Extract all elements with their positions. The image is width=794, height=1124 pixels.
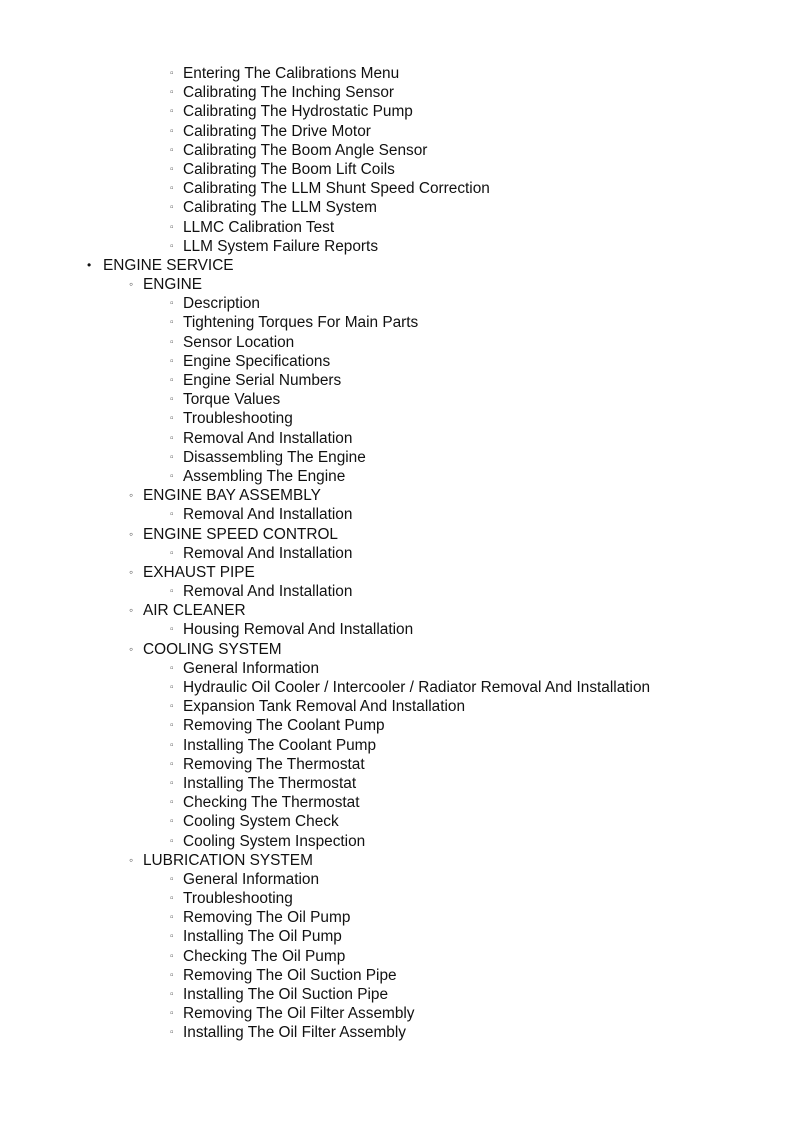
toc-entry	[0, 179, 794, 198]
toc-entry-label: Disassembling The Engine	[183, 448, 366, 466]
bullet-icon: ▫	[170, 873, 174, 885]
bullet-icon: ▫	[170, 758, 174, 770]
bullet-icon: ▫	[170, 912, 174, 924]
bullet-icon: ▫	[170, 336, 174, 348]
bullet-icon: ▫	[170, 950, 174, 962]
bullet-icon: ◦	[129, 603, 134, 618]
bullet-icon: ▫	[170, 375, 174, 386]
bullet-icon: ▫	[170, 298, 174, 310]
toc-entry	[0, 429, 794, 448]
toc-entry	[0, 678, 794, 697]
toc-entry	[0, 889, 794, 908]
toc-entry	[0, 467, 794, 486]
toc-entry-label: LLM System Failure Reports	[183, 237, 379, 255]
toc-entry	[0, 1004, 794, 1023]
toc-entry-label: Calibrating The Inching Sensor	[183, 84, 395, 102]
toc-subsection	[0, 640, 794, 659]
toc-entry	[0, 448, 794, 467]
toc-entry	[0, 198, 794, 217]
bullet-icon: ▫	[170, 969, 174, 981]
toc-entry-label: Installing The Oil Pump	[183, 928, 342, 946]
bullet-icon: ▫	[170, 816, 174, 828]
toc-entry	[0, 927, 794, 946]
toc-entry	[0, 409, 794, 428]
toc-entry-label: Description	[183, 295, 260, 313]
bullet-icon: ▫	[170, 470, 174, 482]
toc-entry-label: Entering The Calibrations Menu	[183, 65, 400, 82]
toc-entry	[0, 294, 794, 313]
table-of-contents	[0, 64, 794, 1043]
toc-entry-label: Troubleshooting	[183, 410, 293, 428]
toc-entry	[0, 582, 794, 601]
toc-entry	[0, 985, 794, 1004]
toc-entry	[0, 832, 794, 851]
bullet-icon: ▫	[170, 509, 174, 521]
toc-subsection	[0, 563, 794, 582]
bullet-icon: ▫	[170, 144, 174, 156]
toc-entry-label: Removing The Oil Filter Assembly	[183, 1005, 415, 1023]
bullet-icon: ▫	[170, 432, 174, 444]
bullet-icon: ▫	[170, 739, 174, 751]
toc-entry	[0, 697, 794, 716]
bullet-icon: ◦	[129, 852, 134, 867]
toc-entry-label: Tightening Torques For Main Parts	[183, 314, 419, 332]
toc-entry	[0, 237, 794, 256]
bullet-icon: ▫	[170, 682, 174, 693]
toc-entry-label: General Information	[183, 659, 320, 677]
toc-entry-label: Sensor Location	[183, 333, 295, 351]
toc-entry-label: Installing The Oil Suction Pipe	[183, 986, 389, 1003]
bullet-icon: ▫	[170, 68, 174, 79]
toc-entry-label: Calibrating The Hydrostatic Pump	[183, 103, 413, 121]
toc-entry	[0, 870, 794, 889]
toc-entry-label: Removing The Thermostat	[183, 755, 365, 773]
bullet-icon: ▫	[170, 163, 174, 175]
toc-subsection	[0, 601, 794, 620]
toc-entry-label: Expansion Tank Removal And Installation	[183, 698, 466, 716]
bullet-icon: ▫	[170, 547, 174, 559]
toc-entry	[0, 812, 794, 831]
toc-entry	[0, 64, 794, 83]
toc-entry	[0, 966, 794, 985]
toc-entry	[0, 659, 794, 678]
toc-entry-label: Calibrating The LLM Shunt Speed Correction	[183, 180, 490, 198]
bullet-icon: ▫	[170, 893, 174, 905]
toc-entry-label: ENGINE	[143, 276, 203, 294]
toc-subsection	[0, 525, 794, 544]
bullet-icon: ▫	[170, 662, 174, 674]
toc-entry-label: General Information	[183, 870, 320, 888]
bullet-icon: ▫	[170, 221, 174, 233]
bullet-icon: ▫	[170, 720, 174, 732]
toc-entry	[0, 544, 794, 563]
toc-subsection	[0, 275, 794, 294]
bullet-icon: ◦	[129, 564, 134, 579]
bullet-icon: ▫	[170, 835, 174, 847]
toc-entry-label: ENGINE BAY ASSEMBLY	[143, 487, 321, 505]
bullet-icon: ▫	[170, 355, 174, 367]
toc-entry	[0, 755, 794, 774]
toc-entry-label: Checking The Thermostat	[183, 794, 360, 812]
bullet-icon: ▫	[170, 1027, 174, 1039]
bullet-icon: ▫	[170, 413, 174, 425]
toc-entry-label: Calibrating The Boom Angle Sensor	[183, 141, 428, 159]
toc-entry	[0, 218, 794, 237]
toc-subsection	[0, 851, 794, 870]
toc-entry	[0, 371, 794, 390]
bullet-icon: ◦	[129, 526, 134, 541]
toc-entry-label: Removing The Coolant Pump	[183, 717, 385, 735]
toc-entry-label: Torque Values	[183, 391, 281, 409]
toc-entry-label: Engine Serial Numbers	[183, 372, 342, 389]
toc-entry	[0, 716, 794, 735]
bullet-icon: •	[87, 257, 92, 272]
toc-entry	[0, 736, 794, 755]
bullet-icon: ▫	[170, 125, 174, 137]
toc-entry-label: Calibrating The LLM System	[183, 199, 377, 217]
bullet-icon: ▫	[170, 777, 174, 789]
toc-entry	[0, 122, 794, 141]
toc-entry	[0, 102, 794, 121]
toc-entry	[0, 141, 794, 160]
toc-entry-label: ENGINE SERVICE	[103, 256, 234, 274]
bullet-icon: ▫	[170, 394, 174, 406]
toc-entry	[0, 83, 794, 102]
toc-entry-label: Troubleshooting	[183, 890, 293, 908]
toc-entry-label: Cooling System Inspection	[183, 832, 366, 850]
bullet-icon: ◦	[129, 641, 134, 656]
toc-entry	[0, 313, 794, 332]
bullet-icon: ▫	[170, 240, 174, 252]
bullet-icon: ▫	[170, 451, 174, 463]
bullet-icon: ▫	[170, 202, 174, 214]
bullet-icon: ▫	[170, 624, 174, 636]
toc-entry	[0, 1023, 794, 1042]
toc-entry-label: COOLING SYSTEM	[143, 640, 282, 658]
toc-entry-label: Housing Removal And Installation	[183, 621, 414, 639]
toc-entry	[0, 390, 794, 409]
toc-entry-label: LLMC Calibration Test	[183, 218, 335, 236]
toc-entry-label: Installing The Coolant Pump	[183, 736, 377, 754]
toc-entry-label: Installing The Oil Filter Assembly	[183, 1024, 406, 1042]
toc-entry-label: Removing The Oil Pump	[183, 909, 351, 927]
toc-entry-label: Removal And Installation	[183, 583, 353, 601]
toc-entry-label: Calibrating The Boom Lift Coils	[183, 160, 395, 178]
toc-entry	[0, 352, 794, 371]
bullet-icon: ▫	[170, 106, 174, 118]
toc-entry-label: Cooling System Check	[183, 813, 339, 831]
toc-entry-label: Removing The Oil Suction Pipe	[183, 966, 397, 984]
toc-entry-label: Checking The Oil Pump	[183, 947, 346, 965]
toc-entry	[0, 160, 794, 179]
toc-entry-label: Calibrating The Drive Motor	[183, 122, 371, 140]
toc-entry-label: Removal And Installation	[183, 429, 353, 447]
toc-entry-label: AIR CLEANER	[143, 602, 246, 620]
toc-entry-label: Removal And Installation	[183, 544, 353, 562]
toc-entry-label: Installing The Thermostat	[183, 774, 357, 792]
bullet-icon: ▫	[170, 931, 174, 943]
toc-entry-label: Removal And Installation	[183, 506, 353, 524]
toc-entry-label: ENGINE SPEED CONTROL	[143, 525, 338, 543]
toc-subsection	[0, 486, 794, 505]
toc-entry	[0, 947, 794, 966]
toc-entry	[0, 505, 794, 524]
bullet-icon: ▫	[170, 183, 174, 195]
bullet-icon: ▫	[170, 701, 174, 713]
bullet-icon: ▫	[170, 87, 174, 99]
toc-entry	[0, 793, 794, 812]
toc-entry-label: Hydraulic Oil Cooler / Intercooler / Radiator Removal And Installation	[183, 679, 651, 696]
toc-entry	[0, 774, 794, 793]
toc-section	[0, 256, 794, 275]
bullet-icon: ▫	[170, 989, 174, 1000]
bullet-icon: ◦	[129, 488, 134, 503]
toc-entry-label: Assembling The Engine	[183, 467, 346, 485]
toc-entry	[0, 333, 794, 352]
toc-entry-label: EXHAUST PIPE	[143, 563, 255, 581]
bullet-icon: ▫	[170, 1008, 174, 1020]
bullet-icon: ▫	[170, 797, 174, 809]
toc-entry-label: LUBRICATION SYSTEM	[143, 851, 313, 869]
bullet-icon: ▫	[170, 586, 174, 598]
bullet-icon: ▫	[170, 317, 174, 329]
bullet-icon: ◦	[129, 277, 134, 292]
toc-entry	[0, 620, 794, 639]
toc-entry	[0, 908, 794, 927]
toc-entry-label: Engine Specifications	[183, 352, 331, 370]
